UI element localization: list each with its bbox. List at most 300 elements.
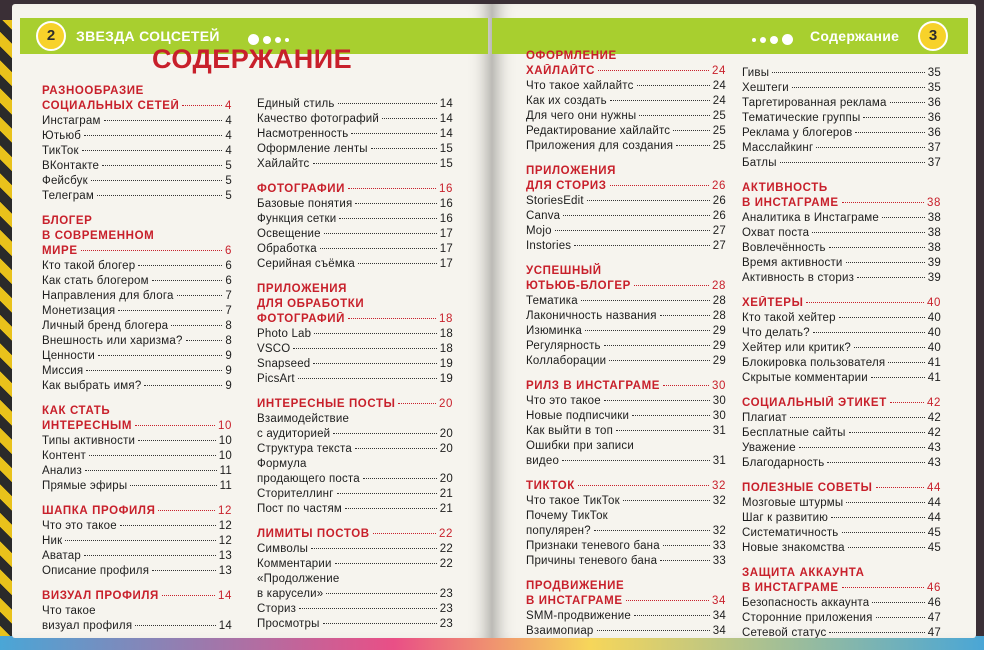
entry-title: Масслайкинг — [742, 142, 814, 154]
page-ref: 27 — [712, 225, 726, 237]
dot-leader — [772, 72, 925, 73]
page-ref: 39 — [927, 257, 941, 269]
entry-title: Snapseed — [257, 358, 311, 370]
toc-entry — [257, 557, 453, 572]
page-ref: 21 — [439, 488, 453, 500]
entry-title: Что такое ТикТок — [526, 495, 620, 507]
entry-title: Таргетированная реклама — [742, 97, 887, 109]
entry-title: Признаки теневого бана — [526, 540, 660, 552]
dot-leader — [363, 478, 437, 479]
page-ref: 6 — [225, 245, 232, 257]
dot-leader — [846, 502, 924, 503]
dot-leader — [827, 462, 924, 463]
entry-title: Хештеги — [742, 82, 789, 94]
dot-leader — [333, 433, 437, 434]
toc-entry — [526, 524, 726, 539]
dot-leader — [594, 530, 710, 531]
page-ref: 37 — [927, 157, 941, 169]
toc-entry — [526, 454, 726, 469]
toc-section — [42, 589, 232, 634]
page-ref: 20 — [439, 473, 453, 485]
dot-leader — [138, 440, 216, 441]
heading-text: ХЕЙТЕРЫ — [742, 297, 804, 309]
dot-leader — [152, 570, 216, 571]
page-ref: 32 — [712, 525, 726, 537]
dot-leader — [86, 370, 222, 371]
toc-section — [42, 84, 232, 204]
page-ref: 28 — [712, 295, 726, 307]
dot-leader — [97, 195, 222, 196]
entry-title: Коллаборации — [526, 355, 607, 367]
entry-title: Сторителлинг — [257, 488, 334, 500]
heading-text: ШАПКА ПРОФИЛЯ — [42, 505, 156, 517]
toc-section — [257, 97, 453, 172]
dot-leader — [604, 345, 710, 346]
dot-leader — [158, 510, 215, 511]
page-ref: 9 — [225, 365, 232, 377]
page-ref: 29 — [712, 355, 726, 367]
entry-title: Бесплатные сайты — [742, 427, 846, 439]
toc-entry — [742, 226, 941, 241]
toc-entry — [42, 114, 232, 129]
page-ref: 31 — [712, 455, 726, 467]
toc-section — [526, 379, 726, 469]
entry-title: Регулярность — [526, 340, 601, 352]
page-ref: 14 — [439, 128, 453, 140]
page-ref: 42 — [927, 412, 941, 424]
toc-heading-line: АКТИВНОСТЬ — [742, 182, 828, 194]
toc-entry — [42, 274, 232, 289]
toc-entry — [257, 227, 453, 242]
toc-entry — [526, 424, 726, 439]
entry-title: Время активности — [742, 257, 843, 269]
toc-section — [257, 527, 453, 632]
entry-title: Сетевой статус — [742, 627, 827, 638]
page-ref: 19 — [439, 373, 453, 385]
toc-entry — [742, 311, 941, 326]
toc-entry — [742, 156, 941, 171]
page-ref: 44 — [927, 497, 941, 509]
toc-entry — [526, 294, 726, 309]
dot-leader — [578, 485, 709, 486]
entry-title: Кто такой блогер — [42, 260, 136, 272]
dot-leader — [299, 608, 437, 609]
toc-entry — [42, 564, 232, 579]
page-ref: 15 — [439, 158, 453, 170]
page-number-left: 2 — [36, 21, 66, 51]
page-ref: 8 — [225, 320, 232, 332]
toc-entry — [42, 449, 232, 464]
page-ref: 17 — [439, 243, 453, 255]
page-ref: 38 — [927, 212, 941, 224]
toc-entry — [257, 97, 453, 112]
page-ref: 31 — [712, 425, 726, 437]
entry-title: Мозговые штурмы — [742, 497, 844, 509]
page-ref: 16 — [439, 183, 453, 195]
entry-title: Скрытые комментарии — [742, 372, 868, 384]
toc-entry — [526, 354, 726, 369]
heading-text: ФОТОГРАФИИ — [257, 183, 345, 195]
dot-leader — [162, 595, 215, 596]
entry-title: Анализ — [42, 465, 83, 477]
dot-leader — [555, 230, 710, 231]
toc-entry — [742, 511, 941, 526]
dot-leader — [610, 185, 709, 186]
dot-leader — [135, 425, 215, 426]
dot-leader — [314, 333, 437, 334]
toc-section-heading — [42, 504, 232, 519]
entry-title: Хейтер или критик? — [742, 342, 851, 354]
left-page — [12, 4, 492, 638]
dot-leader — [663, 385, 709, 386]
dot-leader — [298, 378, 437, 379]
dot-leader — [816, 147, 924, 148]
toc-entry — [257, 342, 453, 357]
page-ref: 12 — [218, 520, 232, 532]
toc-entry — [42, 549, 232, 564]
toc-entry — [526, 554, 726, 569]
entry-title: Блокировка пользователя — [742, 357, 886, 369]
page-ref: 26 — [712, 210, 726, 222]
entry-title: Личный бренд блогера — [42, 320, 169, 332]
page-ref: 34 — [712, 595, 726, 607]
page-ref: 11 — [219, 480, 232, 492]
page-ref: 39 — [927, 272, 941, 284]
toc-section-heading — [42, 99, 232, 114]
toc-section-heading — [742, 296, 941, 311]
dot-leader — [65, 540, 215, 541]
dot-leader — [382, 118, 437, 119]
toc-entry — [742, 111, 941, 126]
entry-title: Новые подписчики — [526, 410, 630, 422]
dot-leader — [348, 318, 436, 319]
dot-leader — [598, 70, 709, 71]
page-ref: 24 — [712, 95, 726, 107]
entry-title: Тематические группы — [742, 112, 861, 124]
dot-leader — [313, 363, 436, 364]
dot-leader — [610, 100, 710, 101]
heading-text: ВИЗУАЛ ПРОФИЛЯ — [42, 590, 159, 602]
toc-entry — [257, 242, 453, 257]
dot-leader — [876, 487, 924, 488]
dot-leader — [355, 203, 436, 204]
dot-leader — [660, 315, 710, 316]
toc-column-4 — [742, 66, 941, 638]
dot-leader — [634, 615, 710, 616]
dot-leader — [171, 325, 222, 326]
page-ref: 16 — [439, 198, 453, 210]
page-ref: 40 — [927, 312, 941, 324]
toc-entry — [742, 241, 941, 256]
toc-entry — [257, 327, 453, 342]
dot-leader — [371, 148, 437, 149]
page-ref: 12 — [218, 535, 232, 547]
page-ref: 32 — [712, 480, 726, 492]
dot-leader — [848, 547, 925, 548]
page-ref: 21 — [439, 503, 453, 515]
toc-entry — [526, 309, 726, 324]
toc-entry — [526, 409, 726, 424]
toc-entry — [742, 211, 941, 226]
page-ref: 7 — [225, 290, 232, 302]
page-ref: 9 — [225, 380, 232, 392]
page-ref: 43 — [927, 442, 941, 454]
entry-title: с аудиторией — [257, 428, 331, 440]
dot-leader — [326, 593, 436, 594]
heading-text: ФОТОГРАФИЙ — [257, 313, 345, 325]
toc-entry — [257, 617, 453, 632]
entry-title: Instories — [526, 240, 572, 252]
entry-title: Батлы — [742, 157, 777, 169]
entry-title: PicsArt — [257, 373, 295, 385]
dot-leader — [829, 247, 925, 248]
heading-text: СОЦИАЛЬНЫХ СЕТЕЙ — [42, 100, 180, 112]
dot-leader — [293, 348, 436, 349]
dot-leader — [177, 295, 223, 296]
toc-entry — [42, 519, 232, 534]
entry-title: видео — [526, 455, 560, 467]
toc-column-1 — [42, 84, 232, 634]
dot-leader — [358, 263, 437, 264]
heading-text: ХАЙЛАЙТС — [526, 65, 596, 77]
toc-heading-line: УСПЕШНЫЙ — [526, 265, 602, 277]
dot-leader — [102, 165, 222, 166]
toc-entry — [526, 339, 726, 354]
right-page — [492, 4, 976, 638]
entry-title: Новые знакомства — [742, 542, 845, 554]
heading-text: В ИНСТАГРАМЕ — [742, 582, 839, 594]
dot-leader — [311, 548, 437, 549]
toc-entry — [257, 357, 453, 372]
toc-entry — [42, 319, 232, 334]
dot-leader — [637, 85, 710, 86]
toc-entry — [742, 626, 941, 638]
toc-entry — [42, 349, 232, 364]
page-ref: 43 — [927, 457, 941, 469]
dot-leader — [563, 215, 710, 216]
toc-section — [42, 214, 232, 394]
entry-title: Вовлечённость — [742, 242, 826, 254]
toc-section — [257, 282, 453, 387]
toc-entry — [526, 94, 726, 109]
entry-title: Что такое хайлайтс — [526, 80, 634, 92]
toc-entry — [42, 619, 232, 634]
entry-title: Сториз — [257, 603, 297, 615]
toc-heading-line: ПРИЛОЖЕНИЯ — [526, 165, 616, 177]
page-title: СОДЕРЖАНИЕ — [152, 44, 353, 74]
toc-entry — [257, 442, 453, 457]
toc-section-heading — [742, 396, 941, 411]
page-ref: 44 — [927, 482, 941, 494]
dot-leader — [345, 508, 437, 509]
toc-entry — [742, 526, 941, 541]
entry-title: Уважение — [742, 442, 796, 454]
dot-leader — [85, 470, 217, 471]
dot-leader — [831, 517, 925, 518]
entry-title: Как стать блогером — [42, 275, 149, 287]
page-ref: 17 — [439, 228, 453, 240]
page-ref: 32 — [712, 495, 726, 507]
entry-title: Шаг к развитию — [742, 512, 829, 524]
toc-heading-line: ПРИЛОЖЕНИЯ — [257, 283, 347, 295]
entry-title: Инстаграм — [42, 115, 101, 127]
page-ref: 23 — [439, 618, 453, 630]
dot-leader — [872, 602, 924, 603]
toc-entry — [742, 371, 941, 386]
dot-leader — [888, 362, 924, 363]
entry-title: Внешность или харизма? — [42, 335, 183, 347]
page-ref: 8 — [225, 335, 232, 347]
page-ref: 18 — [439, 343, 453, 355]
toc-entry — [42, 534, 232, 549]
toc-column-3 — [526, 49, 726, 638]
entry-title: Лаконичность названия — [526, 310, 657, 322]
toc-section-heading — [42, 419, 232, 434]
dot-leader — [323, 623, 437, 624]
heading-text: ЮТЬЮБ-БЛОГЕР — [526, 280, 631, 292]
page-ref: 24 — [712, 80, 726, 92]
page-ref: 30 — [712, 410, 726, 422]
dot-leader — [780, 162, 925, 163]
toc-entry — [42, 304, 232, 319]
page-ref: 5 — [225, 175, 232, 187]
dot-leader — [152, 280, 223, 281]
toc-heading-line: БЛОГЕР — [42, 215, 93, 227]
toc-entry — [742, 426, 941, 441]
toc-entry — [742, 341, 941, 356]
entry-title: Аватар — [42, 550, 81, 562]
toc-section — [526, 579, 726, 638]
toc-section — [742, 481, 941, 556]
toc-entry — [742, 456, 941, 471]
toc-entry — [526, 609, 726, 624]
toc-section-heading — [526, 279, 726, 294]
cover-edge-bottom — [0, 636, 984, 650]
toc-entry — [742, 81, 941, 96]
dot-leader — [104, 120, 223, 121]
toc-entry — [42, 129, 232, 144]
page-ref: 34 — [712, 610, 726, 622]
page-ref: 42 — [927, 397, 941, 409]
heading-text: ЛИМИТЫ ПОСТОВ — [257, 528, 370, 540]
page-ref: 19 — [439, 358, 453, 370]
dot-leader — [849, 432, 925, 433]
dot-leader — [806, 302, 924, 303]
page-ref: 42 — [927, 427, 941, 439]
dot-leader — [857, 277, 925, 278]
dot-leader — [562, 460, 710, 461]
page-ref: 38 — [927, 242, 941, 254]
page-ref: 4 — [225, 100, 232, 112]
entry-title: визуал профиля — [42, 620, 133, 632]
dot-leader — [581, 300, 710, 301]
toc-entry — [526, 124, 726, 139]
heading-text: МИРЕ — [42, 245, 78, 257]
entry-title: Пост по частям — [257, 503, 343, 515]
entry-title: Реклама у блогеров — [742, 127, 853, 139]
dot-leader — [673, 130, 710, 131]
toc-entry — [257, 502, 453, 517]
toc-entry: Взаимодействие — [257, 413, 350, 425]
dot-leader — [585, 330, 710, 331]
toc-section-heading — [526, 479, 726, 494]
entry-title: Ютьюб — [42, 130, 82, 142]
dot-leader — [634, 285, 709, 286]
page-ref: 14 — [218, 590, 232, 602]
page-ref: 27 — [712, 240, 726, 252]
page-ref: 10 — [218, 450, 232, 462]
page-ref: 41 — [927, 372, 941, 384]
entry-title: Безопасность аккаунта — [742, 597, 870, 609]
page-ref: 38 — [927, 227, 941, 239]
entry-title: Как выйти в топ — [526, 425, 614, 437]
entry-title: Телеграм — [42, 190, 94, 202]
entry-title: Активность в сториз — [742, 272, 855, 284]
toc-entry — [42, 364, 232, 379]
dot-leader — [574, 245, 710, 246]
toc-entry — [42, 434, 232, 449]
entry-title: Обработка — [257, 243, 317, 255]
heading-text: СОЦИАЛЬНЫЙ ЭТИКЕТ — [742, 397, 887, 409]
book-title: ЗВЕЗДА СОЦСЕТЕЙ — [76, 28, 220, 44]
dot-leader — [846, 262, 925, 263]
dot-leader — [84, 555, 216, 556]
page-ref: 28 — [712, 310, 726, 322]
page-ref: 4 — [225, 115, 232, 127]
entry-title: Гивы — [742, 67, 770, 79]
page-ref: 37 — [927, 142, 941, 154]
toc-section — [42, 504, 232, 579]
toc-entry — [742, 496, 941, 511]
dot-leader — [842, 587, 924, 588]
dot-leader — [587, 200, 710, 201]
entry-title: Причины теневого бана — [526, 555, 658, 567]
toc-entry — [526, 109, 726, 124]
dot-leader — [144, 385, 222, 386]
toc-entry — [257, 257, 453, 272]
heading-text: В ИНСТАГРАМЕ — [742, 197, 839, 209]
dot-leader — [335, 563, 437, 564]
toc-entry — [257, 142, 453, 157]
page-ref: 14 — [439, 113, 453, 125]
dot-leader — [351, 133, 436, 134]
page-ref: 9 — [225, 350, 232, 362]
dot-leader — [616, 430, 710, 431]
toc-section-heading — [257, 312, 453, 327]
dot-leader — [338, 103, 437, 104]
toc-entry — [257, 542, 453, 557]
page-ref: 47 — [927, 627, 941, 638]
dot-leader — [663, 545, 710, 546]
dot-leader — [676, 145, 710, 146]
toc-entry — [742, 611, 941, 626]
toc-entry — [742, 326, 941, 341]
entry-title: Направления для блога — [42, 290, 174, 302]
toc-entry: Почему ТикТок — [526, 510, 608, 522]
page-ref: 26 — [712, 180, 726, 192]
toc-section-heading — [742, 196, 941, 211]
page-ref: 12 — [218, 505, 232, 517]
toc-entry — [42, 174, 232, 189]
dot-leader — [829, 632, 924, 633]
entry-title: Взаимопиар — [526, 625, 594, 637]
dot-leader — [863, 117, 924, 118]
page-ref: 40 — [927, 342, 941, 354]
dot-leader — [313, 163, 437, 164]
entry-title: Как их создать — [526, 95, 607, 107]
page-ref: 13 — [218, 565, 232, 577]
page-ref: 44 — [927, 512, 941, 524]
